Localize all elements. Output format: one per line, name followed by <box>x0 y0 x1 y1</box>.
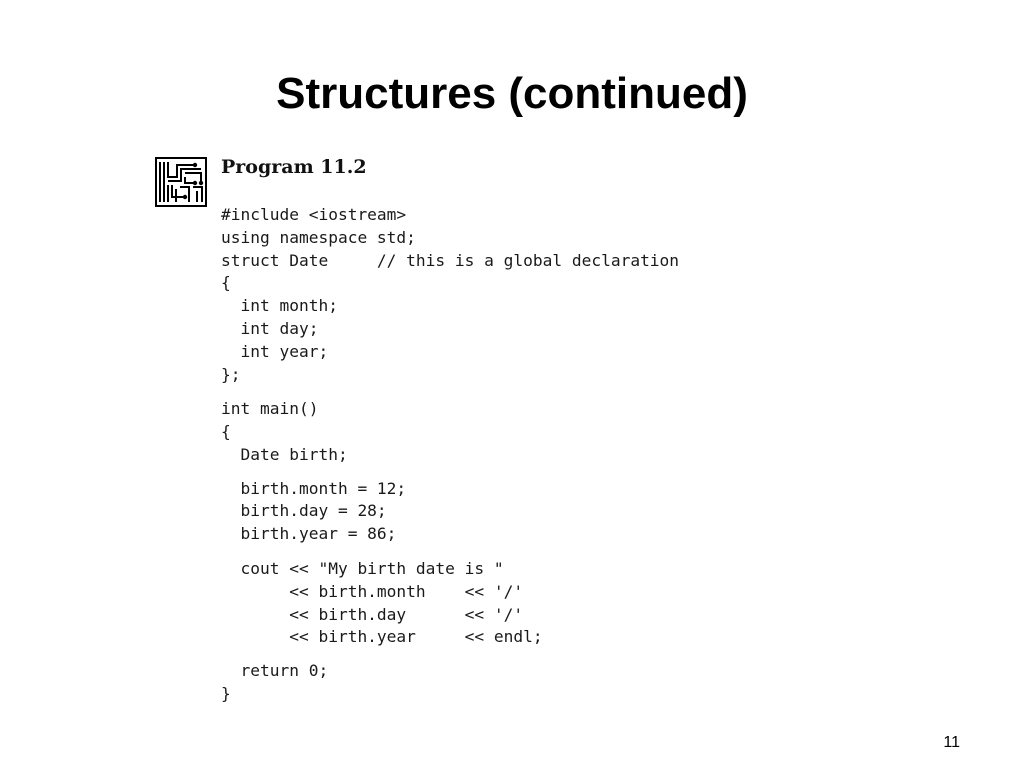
code-line: int month; <box>221 296 338 315</box>
code-line: int main() <box>221 399 319 418</box>
code-line: cout << "My birth date is " <box>221 559 504 578</box>
code-line: struct Date // this is a global declaration <box>221 251 680 270</box>
code-line: << birth.year << endl; <box>221 627 543 646</box>
code-line: birth.month = 12; <box>221 479 407 498</box>
code-line: birth.day = 28; <box>221 501 387 520</box>
code-line: } <box>221 684 231 703</box>
code-line: << birth.month << '/' <box>221 582 524 601</box>
code-line: }; <box>221 365 241 384</box>
code-line: int year; <box>221 342 329 361</box>
code-line: #include <iostream> <box>221 205 407 224</box>
circuit-board-icon <box>155 157 207 207</box>
code-line: return 0; <box>221 661 329 680</box>
code-line: << birth.day << '/' <box>221 605 524 624</box>
code-line: { <box>221 422 231 441</box>
code-line: int day; <box>221 319 319 338</box>
code-line: birth.year = 86; <box>221 524 397 543</box>
page-number: 11 <box>943 734 960 751</box>
code-line: using namespace std; <box>221 228 416 247</box>
code-line: { <box>221 273 231 292</box>
code-listing <box>221 0 821 768</box>
slide-title: Structures (continued) <box>276 69 748 118</box>
program-label: Program 11.2 <box>221 156 367 178</box>
code-line: Date birth; <box>221 445 348 464</box>
